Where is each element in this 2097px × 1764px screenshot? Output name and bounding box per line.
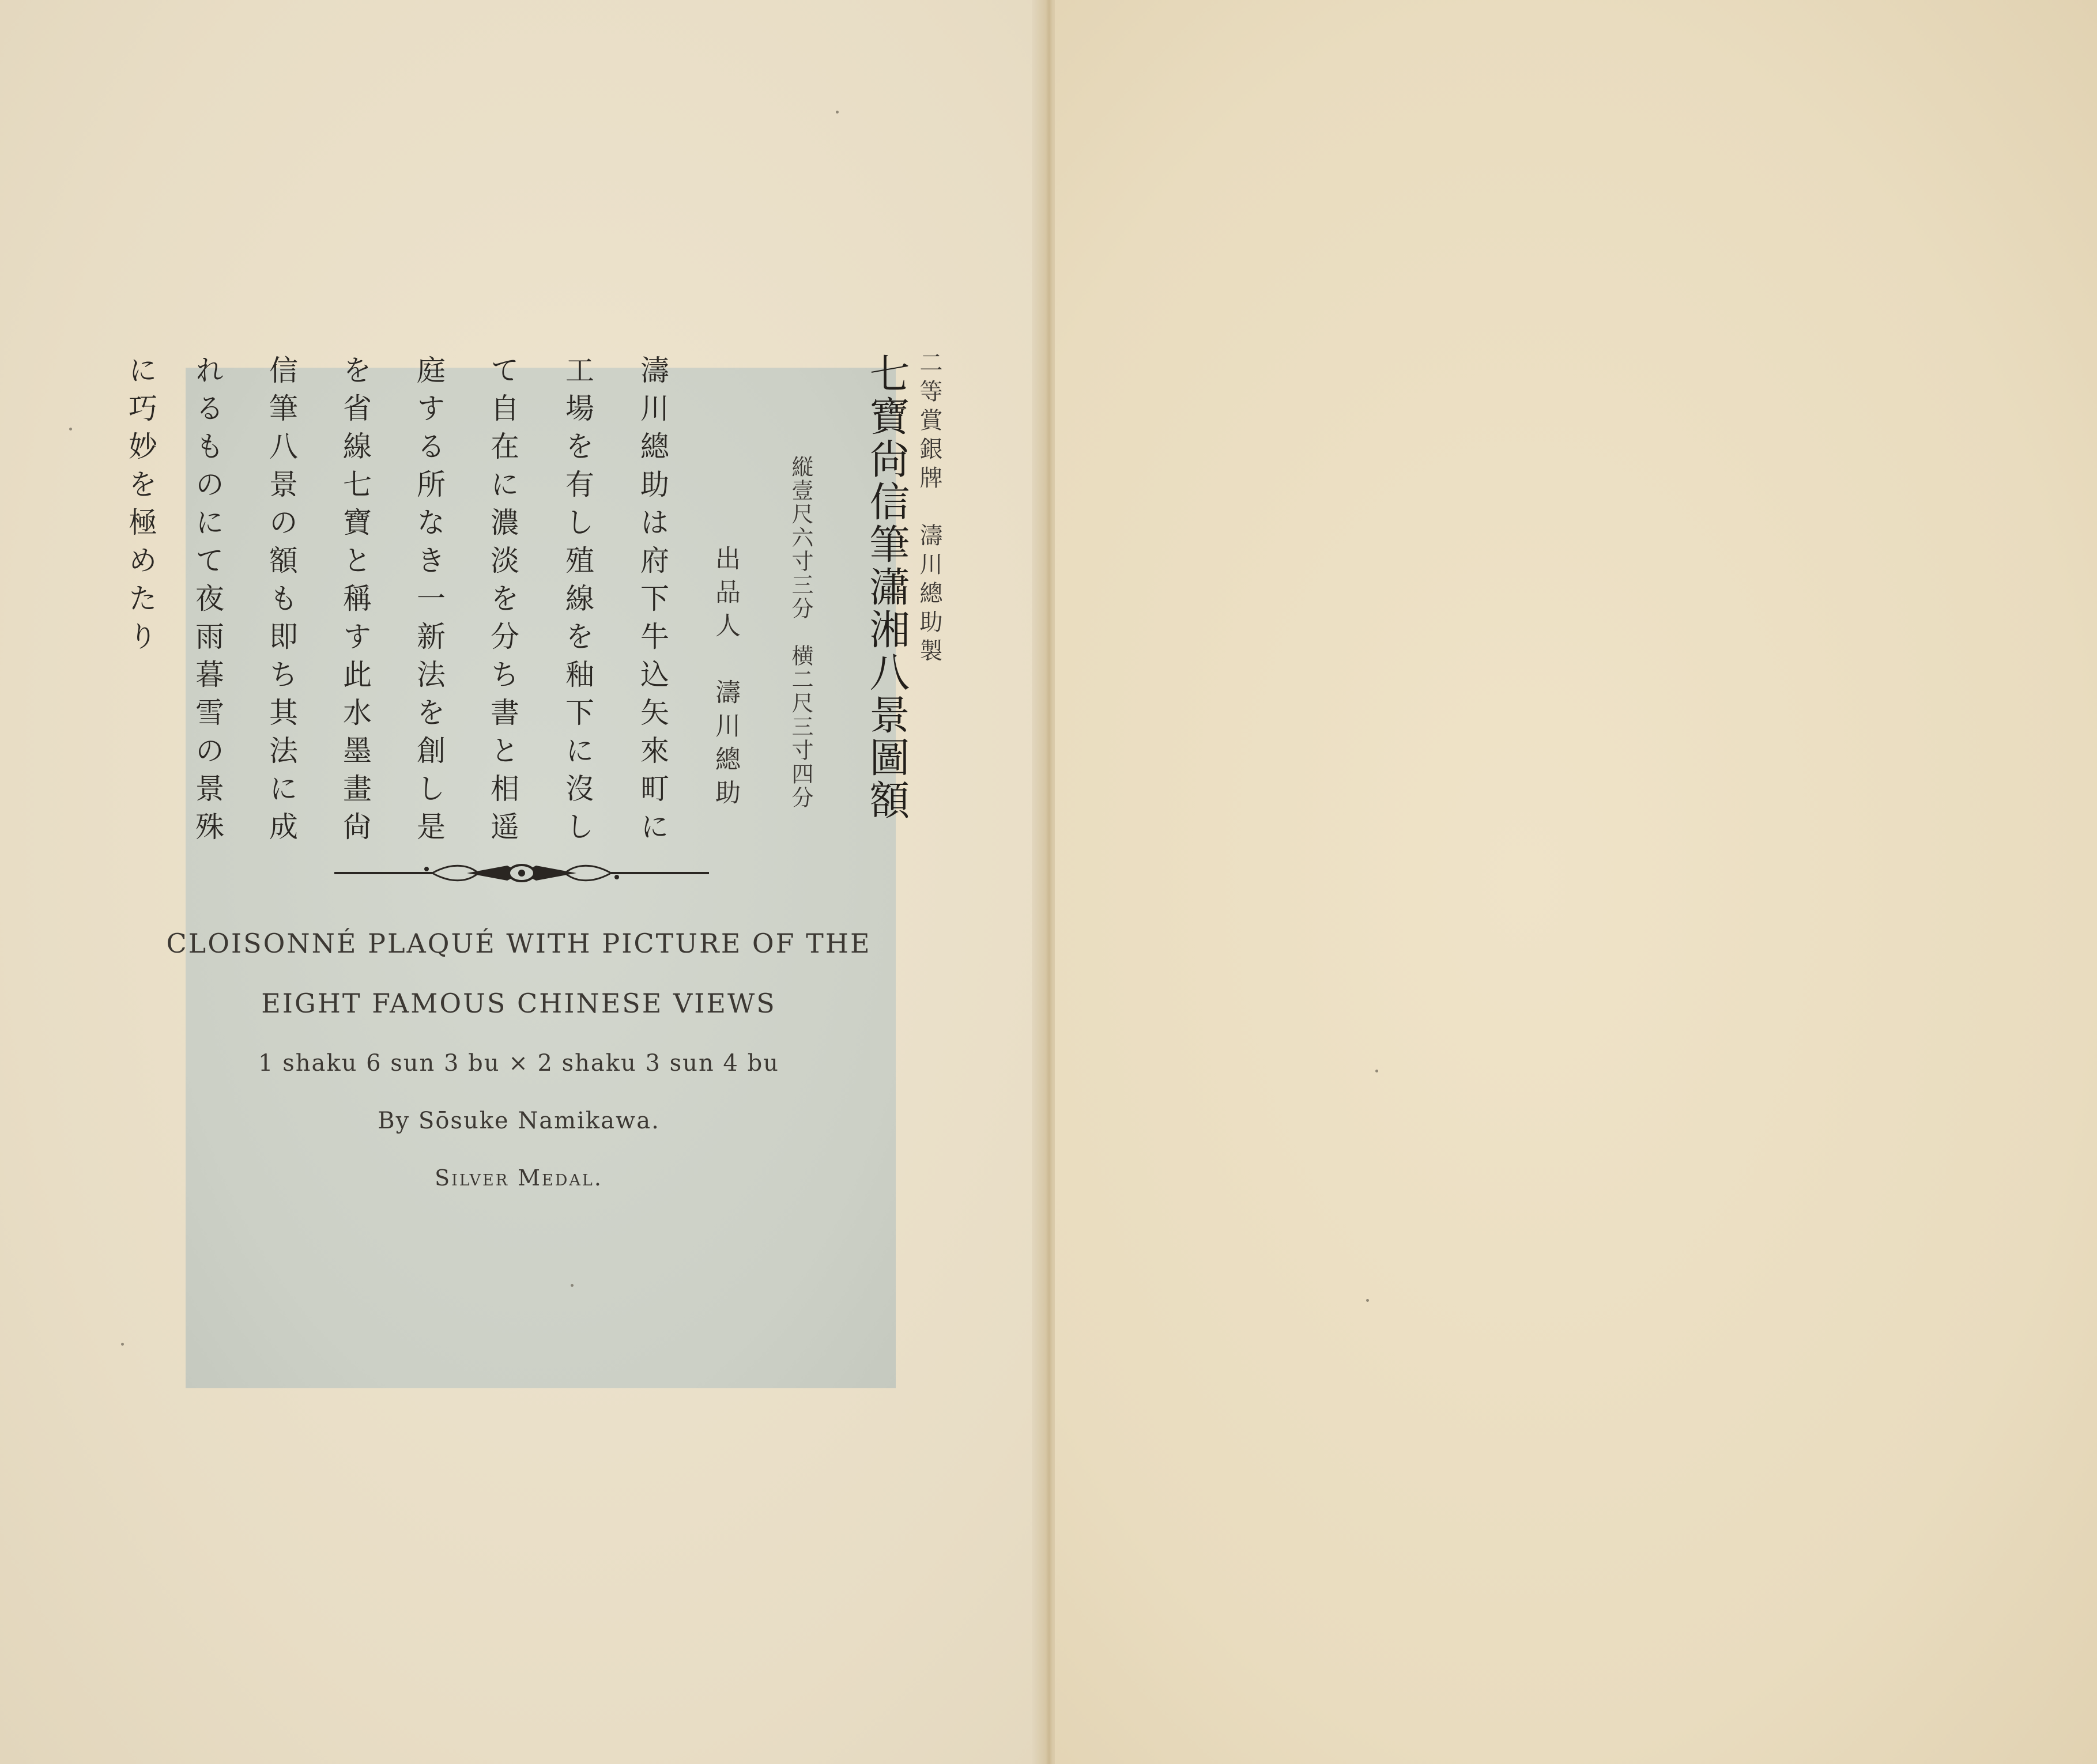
right-page-blank (1055, 0, 2097, 1764)
body-column: 工場を有し殖線を釉下に沒し (561, 355, 594, 849)
body-column: 庭する所なき一新法を創し是 (412, 355, 446, 849)
english-dimensions: 1 shaku 6 sun 3 bu × 2 shaku 3 sun 4 bu (258, 1050, 779, 1076)
body-column: れるものにて夜雨暮雪の景殊 (191, 355, 224, 849)
page-title-japanese: 七寶尙信筆瀟湘八景圖額 (863, 353, 910, 822)
english-title-line-1: CLOISONNÉ PLAQUÉ WITH PICTURE OF THE (166, 928, 872, 959)
english-title-line-2: EIGHT FAMOUS CHINESE VIEWS (261, 988, 776, 1019)
dimensions-japanese: 縦壹尺六寸三分 横二尺三寸四分 (788, 455, 813, 810)
body-column: に巧妙を極めたり (124, 355, 157, 659)
english-maker-credit: By Sōsuke Namikawa. (378, 1108, 660, 1134)
award-heading: 二等賞銀牌 濤川總助製 (916, 350, 942, 667)
english-medal: Silver Medal. (435, 1165, 603, 1191)
body-column: 信筆八景の額も即ち其法に成 (265, 355, 298, 849)
body-column: を省線七寶と稱す此水墨畫尙 (338, 355, 372, 849)
body-column: 濤川總助は府下牛込矢來町に (636, 355, 669, 849)
exhibitor-line: 出品人 濤川總助 (711, 545, 740, 813)
body-column: て自在に濃淡を分ち書と相遥 (486, 355, 519, 849)
ornament-divider (334, 859, 709, 887)
